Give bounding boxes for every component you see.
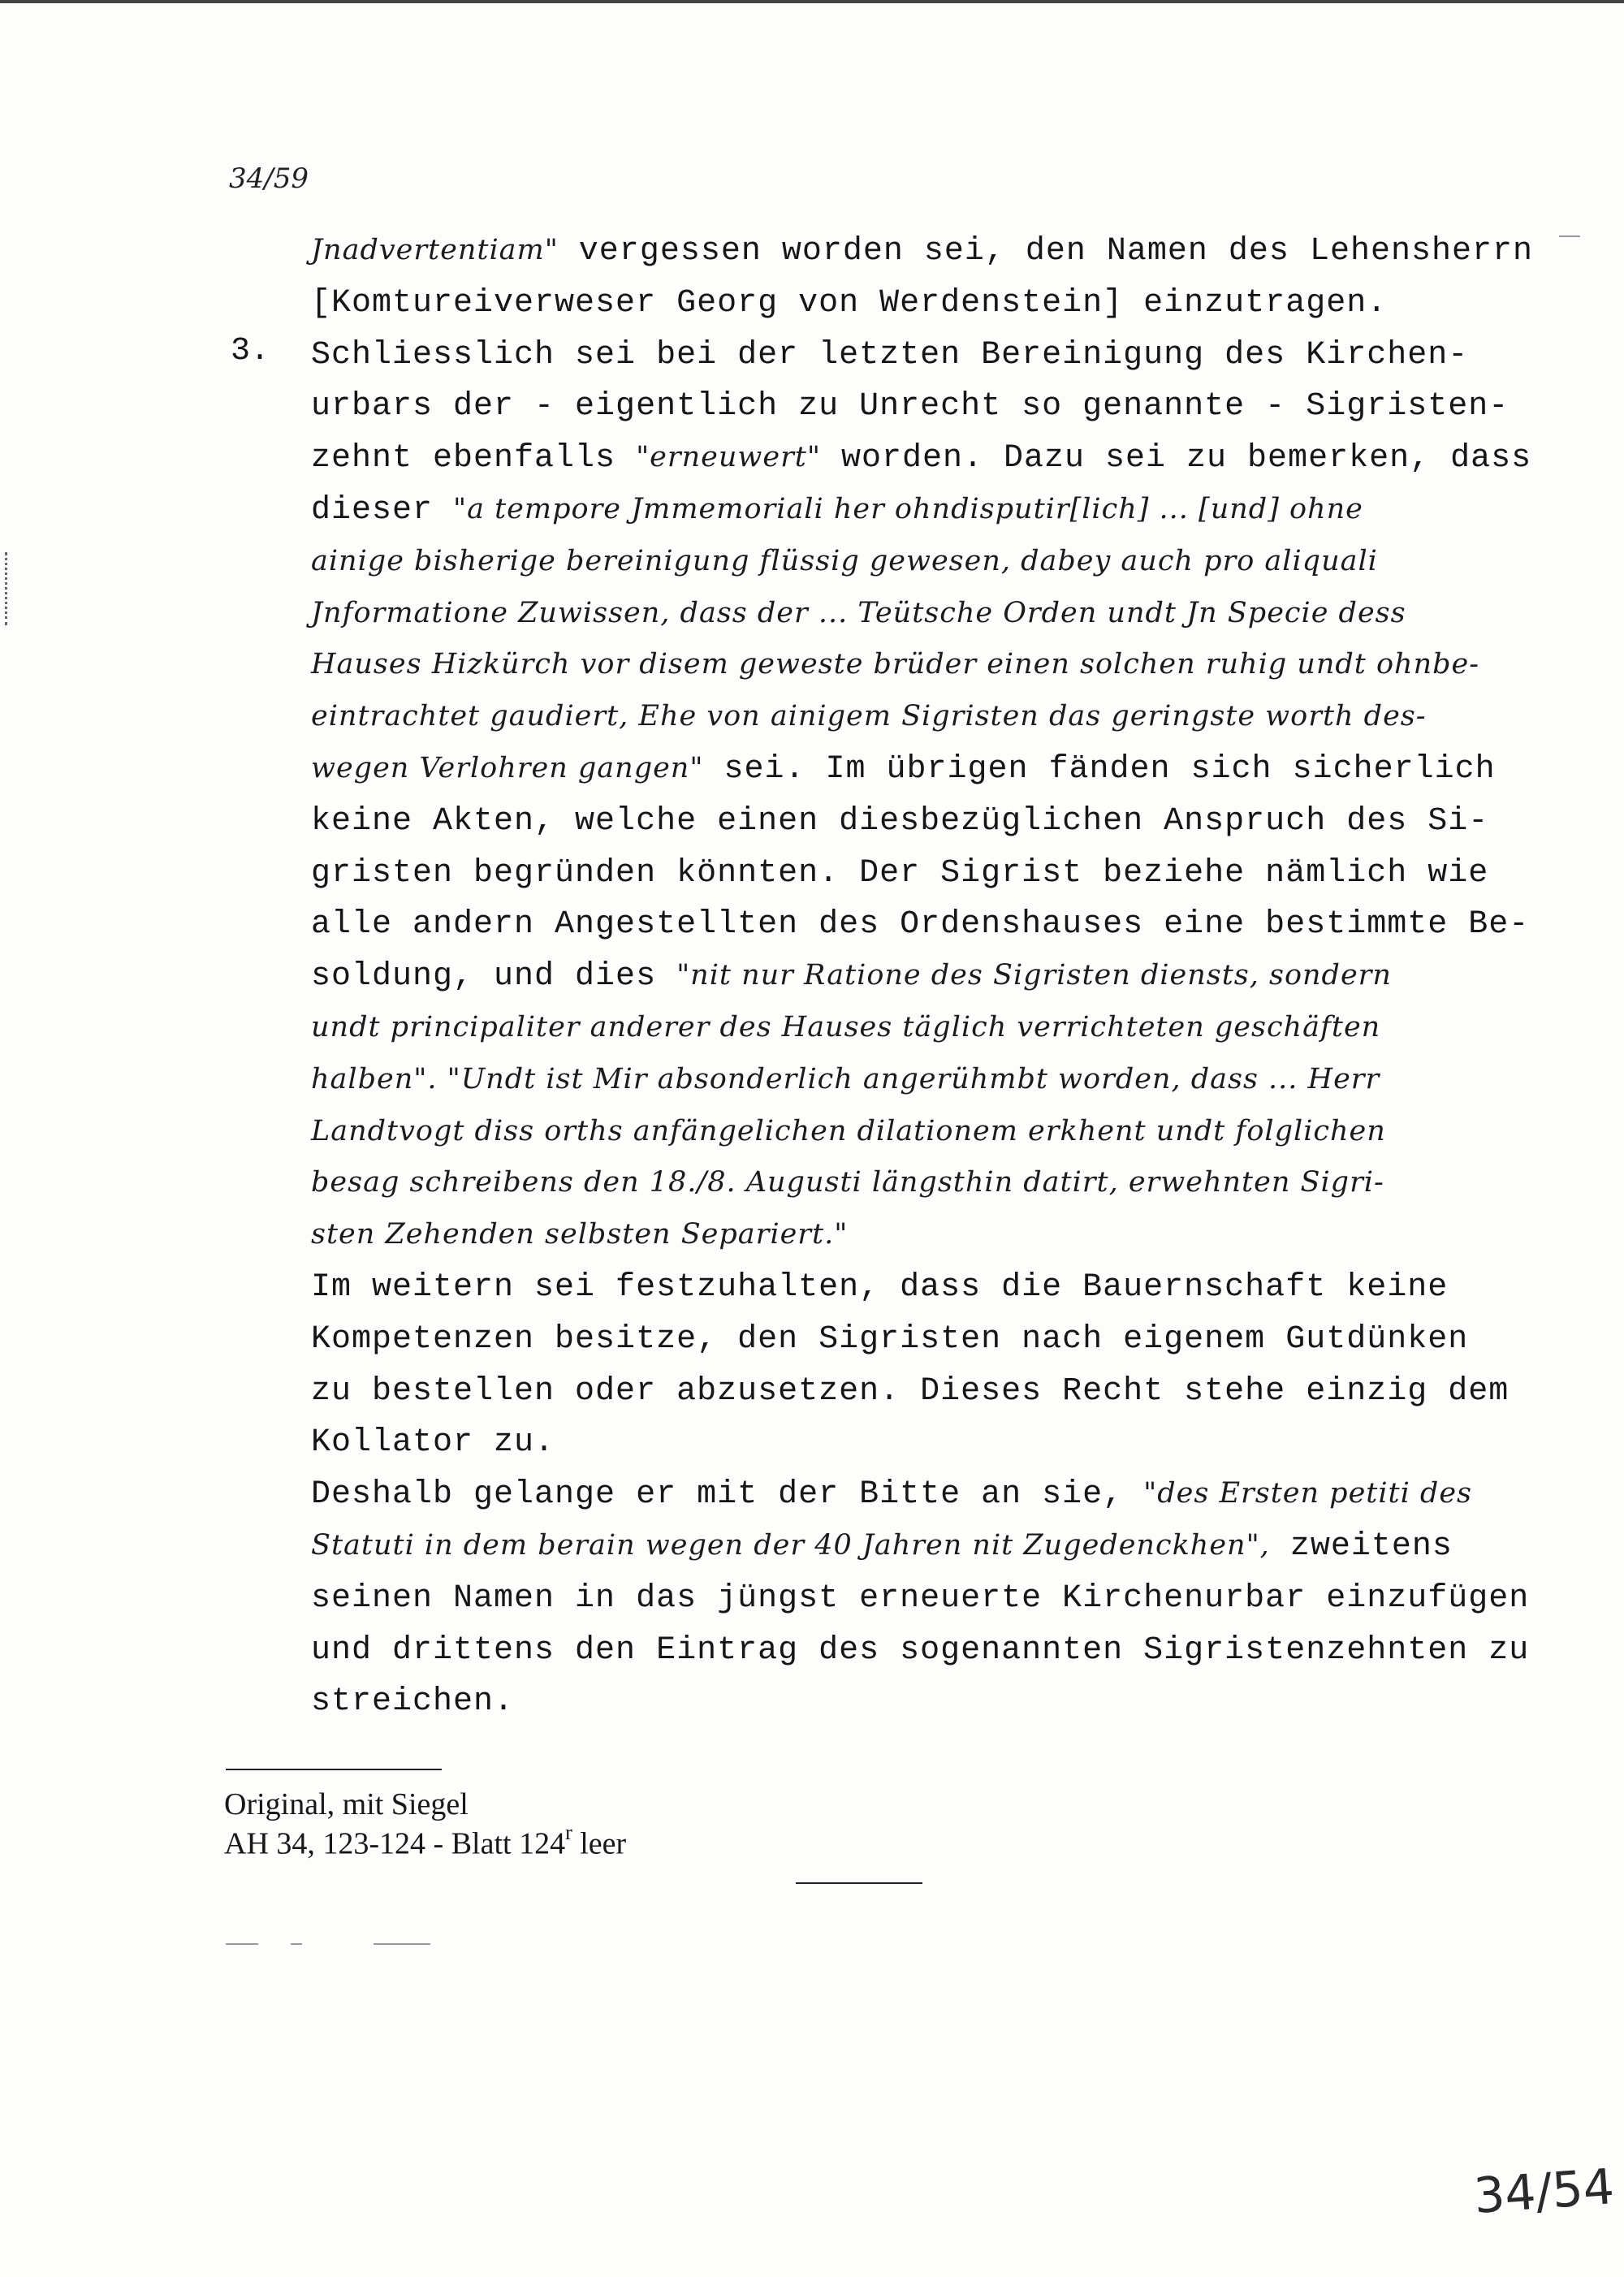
- text-line: [311, 592, 1406, 630]
- quoted-text: "erneuwert": [636, 441, 821, 474]
- quoted-text: sten Zehenden selbsten Separiert.": [311, 1218, 849, 1251]
- text-line: [311, 1576, 1529, 1617]
- body-text-segment: sei. Im übrigen fänden sich sicherlich: [703, 751, 1496, 788]
- body-text-segment: alle andern Angestellten des Ordenshauses eine bestimmte Be-: [311, 906, 1530, 944]
- body-text-segment: Im weitern sei festzuhalten, dass die Bauernschaft keine: [311, 1269, 1449, 1306]
- text-line: [311, 1317, 1468, 1358]
- body-text-segment: Schliesslich sei bei der letzten Bereinigung des Kirchen-: [311, 336, 1469, 374]
- quoted-text: Landtvogt diss orths anfängelichen dilationem erkhent undt folglichen: [311, 1114, 1386, 1147]
- text-line: [311, 954, 1392, 995]
- scan-fleck: [226, 1943, 258, 1945]
- text-line: [311, 333, 1468, 374]
- body-text-segment: Kollator zu.: [311, 1424, 555, 1462]
- body-text-segment: zehnt ebenfalls: [311, 440, 637, 477]
- text-line: [311, 1058, 1380, 1096]
- quoted-text: besag schreibens den 18./8. Augusti längsthin datirt, erwehnten Sigri-: [311, 1166, 1384, 1199]
- quoted-text: Jnformatione Zuwissen, dass der ... Teütsche Orden undt Jn Specie dess: [311, 596, 1406, 629]
- margin-mark: [5, 552, 14, 625]
- text-line: [311, 747, 1496, 788]
- footnote-rule: [226, 1769, 442, 1770]
- text-line: [311, 384, 1509, 425]
- footnote-reference: [224, 1821, 627, 1862]
- body-text-segment: vergessen worden sei, den Namen des Lehensherrn: [558, 233, 1533, 270]
- text-line: [311, 1161, 1384, 1199]
- page-number: 34/59: [229, 162, 309, 195]
- text-line: [311, 1472, 1472, 1513]
- body-text-segment: [Komtureiverweser Georg von Werdenstein] einzutragen.: [311, 284, 1388, 322]
- body-text-segment: und drittens den Eintrag des sogenannten Sigristenzehnten zu: [311, 1631, 1530, 1669]
- body-text-segment: zu bestellen oder abzusetzen. Dieses Recht stehe einzig dem: [311, 1372, 1510, 1410]
- quoted-text: "a tempore Jmmemoriali her ohndisputir[lich] ... [und] ohne: [453, 493, 1363, 525]
- end-rule: [796, 1882, 922, 1884]
- text-line: [311, 1369, 1509, 1410]
- quoted-text: halben". "Undt ist Mir absonderlich angerühmbt worden, dass ... Herr: [311, 1062, 1380, 1095]
- body-text-segment: gristen begründen könnten. Der Sigrist beziehe nämlich wie: [311, 854, 1489, 892]
- list-number: 3.: [231, 332, 270, 369]
- text-line: [311, 1679, 514, 1720]
- text-line: [311, 1420, 555, 1461]
- text-line: [311, 902, 1529, 943]
- text-line: [311, 799, 1488, 840]
- handwritten-page-number: 34/54: [1471, 2158, 1617, 2225]
- body-text-segment: urbars der - eigentlich zu Unrecht so genannte - Sigristen-: [311, 388, 1510, 426]
- text-line: [311, 851, 1488, 892]
- quoted-text: ainige bisherige bereinigung flüssig gewesen, dabey auch pro aliquali: [311, 544, 1378, 577]
- body-text-segment: soldung, und dies: [311, 958, 677, 996]
- text-line: [311, 1110, 1386, 1148]
- text-line: [311, 643, 1479, 681]
- quoted-text: Jnadvertentiam": [311, 234, 559, 266]
- text-line: [311, 281, 1387, 322]
- scan-fleck: [291, 1943, 302, 1945]
- body-text-segment: Deshalb gelange er mit der Bitte an sie,: [311, 1476, 1144, 1514]
- body-text-segment: seinen Namen in das jüngst erneuerte Kirchenurbar einzufügen: [311, 1579, 1530, 1617]
- quoted-text: wegen Verlohren gangen": [311, 752, 704, 784]
- quoted-text: "nit nur Ratione des Sigristen diensts, sondern: [676, 959, 1392, 992]
- scan-fleck: [374, 1943, 430, 1945]
- text-line: [311, 229, 1533, 270]
- body-text-segment: dieser: [311, 492, 454, 529]
- text-line: [311, 1265, 1448, 1306]
- text-line: [311, 540, 1378, 578]
- text-line: [311, 488, 1363, 529]
- text-line: [311, 1006, 1380, 1044]
- text-line: [311, 1628, 1529, 1669]
- footnote-ref-tail: leer: [572, 1826, 627, 1861]
- quoted-text: undt principaliter anderer des Hauses täglich verrichteten geschäften: [311, 1011, 1381, 1043]
- quoted-text: Statuti in dem berain wegen der 40 Jahren nit Zugedenckhen",: [311, 1529, 1270, 1562]
- quoted-text: eintrachtet gaudiert, Ehe von ainigem Sigristen das geringste worth des-: [311, 700, 1427, 733]
- body-text-segment: streichen.: [311, 1683, 515, 1721]
- scan-fleck: [1559, 235, 1580, 237]
- body-text-segment: Kompetenzen besitze, den Sigristen nach eigenem Gutdünken: [311, 1320, 1469, 1358]
- text-line: [311, 695, 1427, 733]
- text-line: [311, 1213, 848, 1251]
- footnote-original: Original, mit Siegel: [224, 1787, 469, 1821]
- footnote-ref-sup: r: [565, 1821, 572, 1844]
- body-text-segment: worden. Dazu sei zu bemerken, dass: [820, 440, 1532, 477]
- body-text-segment: keine Akten, welche einen diesbezüglichen Anspruch des Si-: [311, 802, 1489, 840]
- text-line: [311, 436, 1531, 477]
- quoted-text: "des Ersten petiti des: [1143, 1477, 1473, 1510]
- scan-edge: [0, 0, 1624, 3]
- body-text-segment: zweitens: [1269, 1528, 1453, 1565]
- text-line: [311, 1524, 1453, 1565]
- quoted-text: Hauses Hizkürch vor disem geweste brüder einen solchen ruhig undt ohnbe-: [311, 648, 1480, 681]
- footnote-ref-text: AH 34, 123-124 - Blatt 124: [224, 1826, 566, 1861]
